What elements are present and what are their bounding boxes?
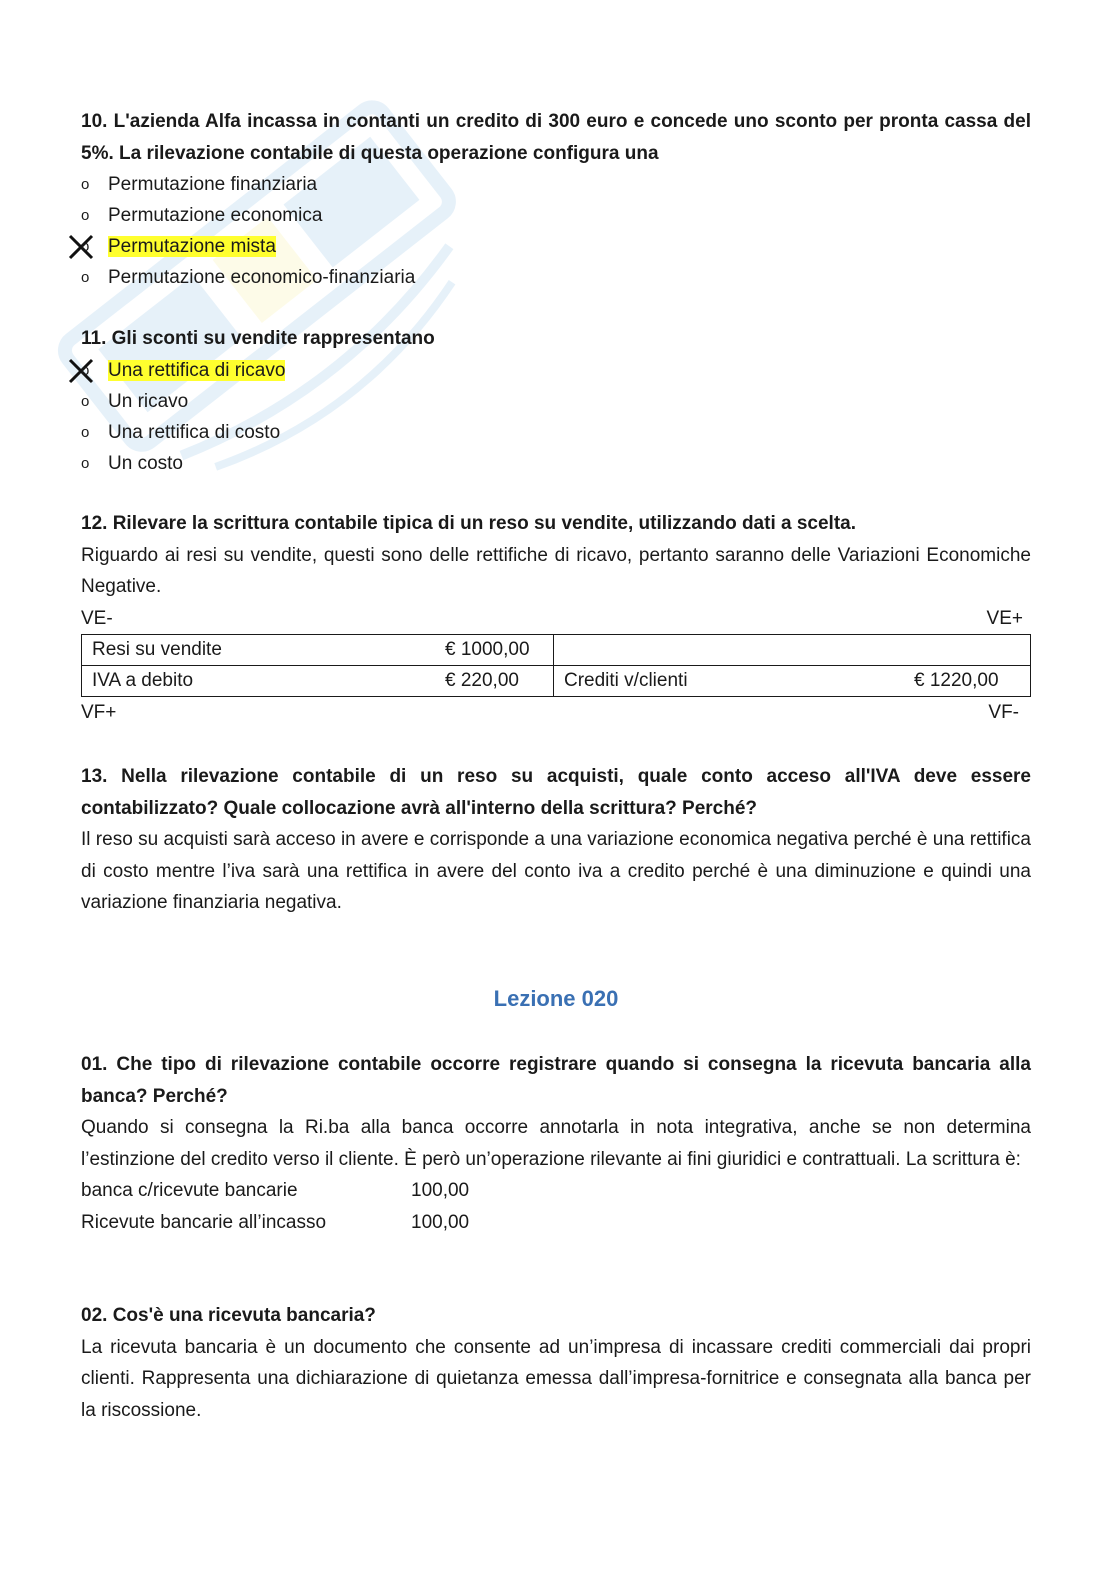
option-label: Permutazione economico-finanziaria [108, 267, 416, 288]
option-label: Permutazione economica [108, 205, 323, 226]
option-2[interactable] [81, 386, 1031, 417]
option-label: Una rettifica di ricavo [108, 359, 286, 381]
option-bullet: o [81, 361, 90, 379]
option-bullet: o [81, 176, 90, 193]
question-02 [81, 1300, 1031, 1426]
entry-account: Ricevute bancarie all’incasso [81, 1211, 327, 1233]
option-bullet: o [81, 238, 90, 255]
question-12 [81, 508, 1031, 728]
option-label: Permutazione mista [108, 236, 276, 257]
option-1[interactable] [81, 169, 1031, 200]
ledger-label-ve-minus: VE- [81, 607, 113, 629]
ledger-label-vf-minus: VF- [988, 701, 1019, 723]
answer-text: La ricevuta bancaria è un documento che consente ad un’impresa di incassare crediti commerciali dai propri clienti. Rappresenta una dichiarazione di quietanza emessa dall’impresa-fornitrice e consegnata alla banca per la riscossione. [81, 1336, 1031, 1421]
option-4[interactable] [81, 262, 1031, 293]
option-3-selected[interactable] [81, 231, 1031, 262]
table-row [82, 634, 1031, 665]
question-01 [81, 1049, 1031, 1238]
journal-entry [81, 1207, 1031, 1239]
option-3[interactable] [81, 417, 1031, 448]
ledger-label-ve-plus: VE+ [986, 607, 1023, 629]
option-bullet: o [81, 269, 90, 286]
ledger-top-labels [81, 603, 1031, 634]
entry-account: banca c/ricevute bancarie [81, 1180, 298, 1201]
question-11 [81, 323, 1031, 479]
answer-text: Quando si consegna la Ri.ba alla banca occorre annotarla in nota integrativa, anche se non determina l’estinzione del credito verso il cliente. È però un’operazione rilevante ai fini giuridici e contrattuali. La scrittura è: [81, 1117, 1031, 1170]
credit-amount [904, 634, 1031, 665]
answer-text: Il reso su acquisti sarà acceso in avere e corrisponde a una variazione economica negativa perché è una rettifica di costo mentre l’iva sarà una rettifica in avere del conto iva a credito perché è una diminuzione e quindi una variazione finanziaria negativa. [81, 829, 1031, 913]
option-label: Un ricavo [108, 390, 189, 412]
option-label: Una rettifica di costo [108, 421, 281, 443]
answer-text: Riguardo ai resi su vendite, questi sono delle rettifiche di ricavo, pertanto saranno delle Variazioni Economiche Negative. [81, 544, 1031, 597]
question-13 [81, 761, 1031, 919]
credit-amount: € 1220,00 [904, 665, 1031, 696]
option-1-selected[interactable] [81, 355, 1031, 386]
question-title: 11. Gli sconti su vendite rappresentano [81, 328, 435, 349]
option-bullet: o [81, 423, 90, 441]
option-2[interactable] [81, 200, 1031, 231]
table-row [82, 665, 1031, 696]
ledger-table [81, 634, 1031, 697]
journal-entry [81, 1175, 1031, 1207]
debit-amount: € 1000,00 [435, 634, 554, 665]
credit-account: Crediti v/clienti [554, 665, 905, 696]
option-label: Permutazione finanziaria [108, 174, 318, 195]
option-bullet: o [81, 392, 90, 410]
question-title: 12. Rilevare la scrittura contabile tipica di un reso su vendite, utilizzando dati a scelta. [81, 513, 857, 534]
debit-account: IVA a debito [82, 665, 436, 696]
ledger-bottom-labels [81, 697, 1031, 728]
ledger-label-vf-plus: VF+ [81, 701, 117, 723]
question-title: 02. Cos'è una ricevuta bancaria? [81, 1305, 376, 1326]
option-label: Un costo [108, 452, 183, 474]
entry-amount: 100,00 [411, 1211, 470, 1233]
question-title: 10. L'azienda Alfa incassa in contanti un credito di 300 euro e concede uno sconto per pronta cassa del 5%. La rilevazione contabile di questa operazione configura una [81, 111, 1031, 164]
question-10 [81, 106, 1031, 293]
option-4[interactable] [81, 448, 1031, 479]
options-list [81, 355, 1031, 479]
question-title: 01. Che tipo di rilevazione contabile occorre registrare quando si consegna la ricevuta bancaria alla banca? Perché? [81, 1054, 1031, 1107]
debit-amount: € 220,00 [435, 665, 554, 696]
credit-account [554, 634, 905, 665]
question-title: 13. Nella rilevazione contabile di un reso su acquisti, quale conto acceso all'IVA deve essere contabilizzato? Quale collocazione avrà all'interno della scrittura? Perché? [81, 766, 1031, 819]
debit-account: Resi su vendite [82, 634, 436, 665]
option-bullet: o [81, 454, 90, 472]
lesson-title: Lezione 020 [493, 986, 619, 1011]
option-bullet: o [81, 207, 90, 224]
options-list [81, 169, 1031, 293]
entry-amount: 100,00 [411, 1180, 470, 1201]
